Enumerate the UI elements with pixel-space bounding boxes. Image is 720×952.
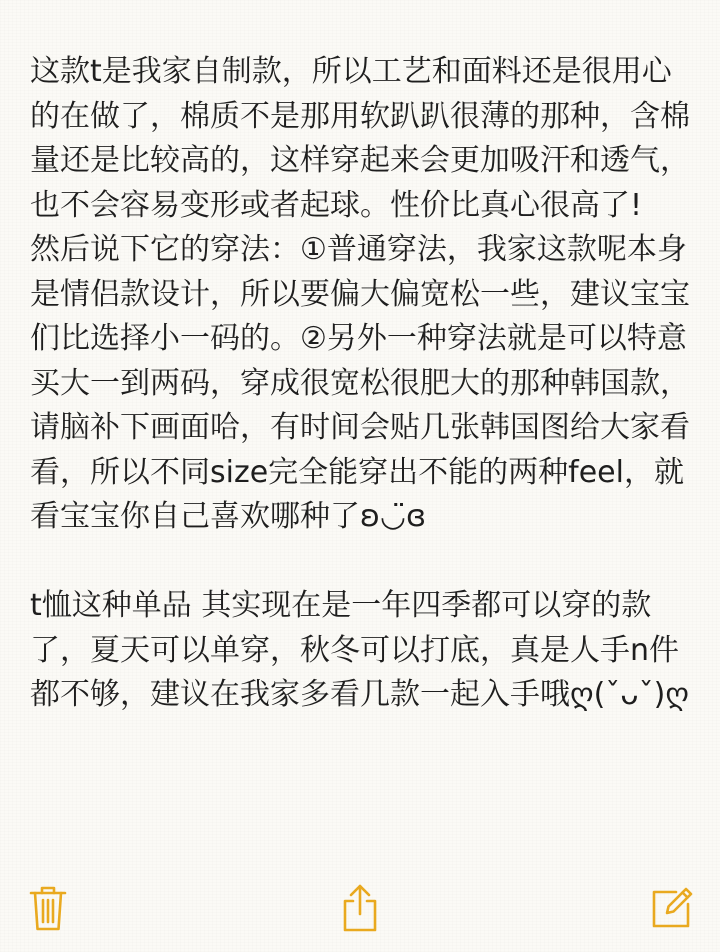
- bottom-toolbar: [0, 872, 720, 952]
- note-paragraph-2: t恤这种单品 其实现在是一年四季都可以穿的款了，夏天可以单穿，秋冬可以打底，真是人手n件都不够，建议在我家多看几款一起入手哦ღ(ˇᴗˇ)ღ: [30, 588, 689, 712]
- note-paragraph-blank: [30, 540, 700, 585]
- note-paragraph-1: 这款t是我家自制款，所以工艺和面料还是很用心的在做了，棉质不是那用软趴趴很薄的那种，含棉量还是比较高的，这样穿起来会更加吸汗和透气，也不会容易变形或者起球。性价比真心很高了! 然后说下它的穿法：①普通穿法，我家这款呢本身是情侣款设计，所以要偏大偏宽松一些，建议宝宝们比选择小一码的。②另外一种穿法就是可以特意买大一到两码，穿成很宽松很肥大的那种韩国款，请脑补下画面哈，有时间会贴几张韩国图给大家看看，所以不同size完全能穿出不能的两种feel，就看宝宝你自己喜欢哪种了ʚ◡̈ɞ: [30, 54, 690, 534]
- share-icon: [340, 883, 380, 933]
- trash-icon: [28, 884, 68, 932]
- compose-button[interactable]: [650, 882, 694, 934]
- share-button[interactable]: [338, 882, 382, 934]
- compose-icon: [650, 886, 694, 930]
- trash-button[interactable]: [26, 882, 70, 934]
- note-body[interactable]: [30, 50, 700, 718]
